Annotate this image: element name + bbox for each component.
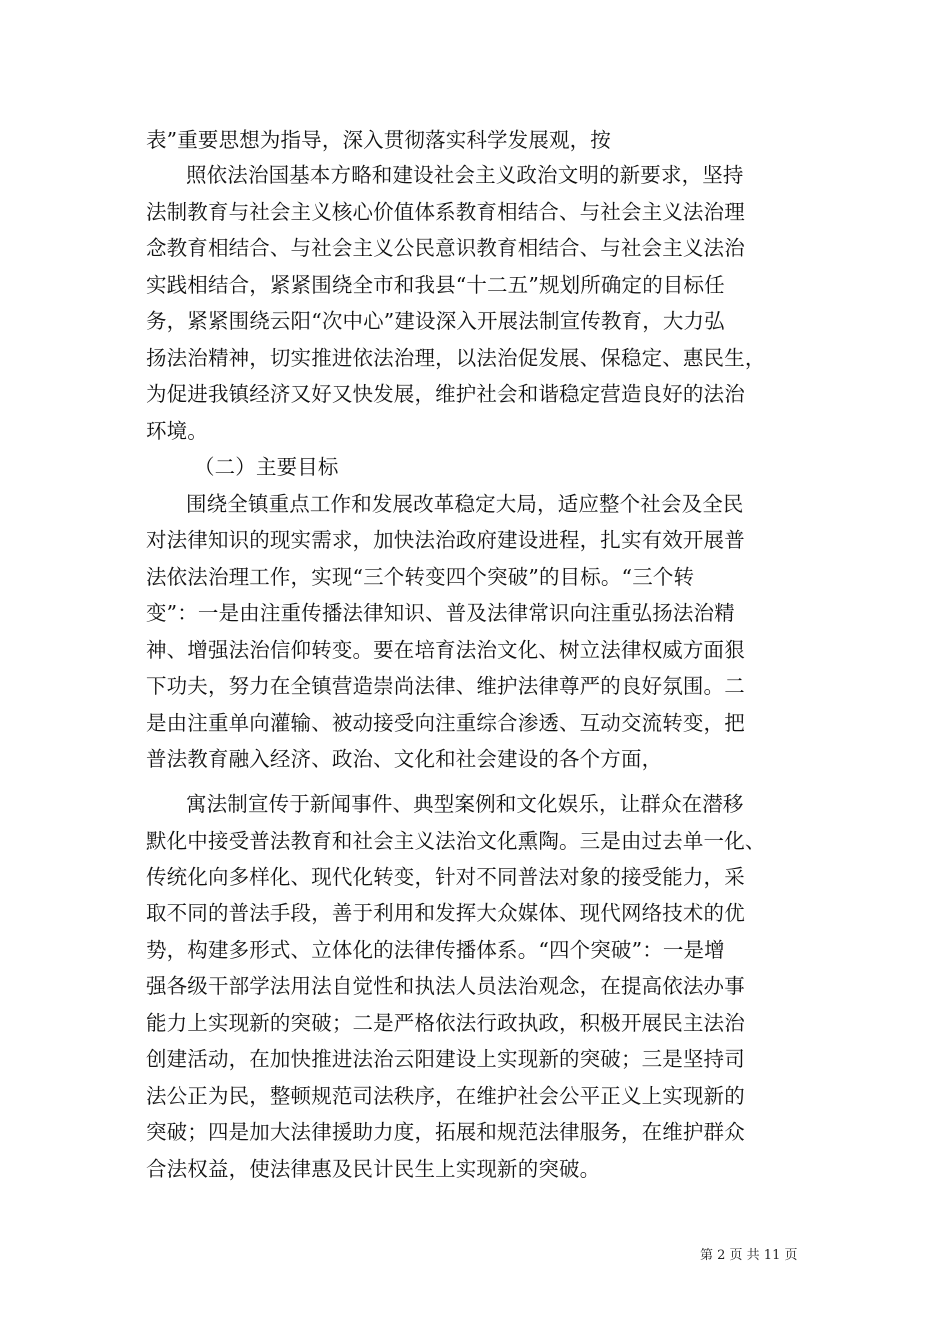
text-line: 表”重要思想为指导，深入贯彻落实科学发展观，按 bbox=[146, 128, 611, 152]
text-line: 下功夫，努力在全镇营造崇尚法律、维护法律尊严的良好氛围。二 bbox=[146, 674, 745, 698]
text-line: 寓法制宣传于新闻事件、典型案例和文化娱乐，让群众在潜移 bbox=[186, 792, 744, 816]
text-line: 能力上实现新的突破；二是严格依法行政执政，积极开展民主法治 bbox=[146, 1011, 745, 1035]
text-line: 念教育相结合、与社会主义公民意识教育相结合、与社会主义法治 bbox=[146, 236, 745, 260]
text-line: 突破；四是加大法律援助力度，拓展和规范法律服务，在维护群众 bbox=[146, 1120, 745, 1144]
page-number: 第 2 页 共 11 页 bbox=[700, 1248, 798, 1263]
text-line: 为促进我镇经济又好又快发展，维护社会和谐稳定营造良好的法治 bbox=[146, 382, 745, 406]
text-line: 取不同的普法手段，善于利用和发挥大众媒体、现代网络技术的优 bbox=[146, 901, 745, 925]
text-line: 势，构建多形式、立体化的法律传播体系。“四个突破”：一是增 bbox=[146, 938, 725, 962]
text-line: 神、增强法治信仰转变。要在培育法治文化、树立法律权威方面狠 bbox=[146, 638, 745, 662]
text-line: 变”：一是由注重传播法律知识、普及法律常识向注重弘扬法治精 bbox=[146, 601, 735, 625]
text-line: 法制教育与社会主义核心价值体系教育相结合、与社会主义法治理 bbox=[146, 200, 745, 224]
text-line: 扬法治精神，切实推进依法治理，以法治促发展、保稳定、惠民生， bbox=[146, 346, 766, 370]
text-line: 对法律知识的现实需求，加快法治政府建设进程，扎实有效开展普 bbox=[146, 528, 745, 552]
text-line: 实践相结合，紧紧围绕全市和我县“十二五”规划所确定的目标任 bbox=[146, 273, 725, 297]
text-line: 创建活动，在加快推进法治云阳建设上实现新的突破；三是坚持司 bbox=[146, 1047, 745, 1071]
text-line: 照依法治国基本方略和建设社会主义政治文明的新要求，坚持 bbox=[186, 163, 744, 187]
text-line: 法依法治理工作，实现“三个转变四个突破”的目标。“三个转 bbox=[146, 565, 695, 589]
section-heading: （二）主要目标 bbox=[194, 455, 339, 479]
text-line: 合法权益，使法律惠及民计民生上实现新的突破。 bbox=[146, 1157, 601, 1181]
text-line: 务，紧紧围绕云阳“次中心”建设深入开展法制宣传教育，大力弘 bbox=[146, 309, 725, 333]
text-line: 传统化向多样化、现代化转变，针对不同普法对象的接受能力，采 bbox=[146, 865, 745, 889]
text-line: 强各级干部学法用法自觉性和执法人员法治观念，在提高依法办事 bbox=[146, 974, 745, 998]
text-line: 是由注重单向灌输、被动接受向注重综合渗透、互动交流转变，把 bbox=[146, 711, 745, 735]
text-line: 普法教育融入经济、政治、文化和社会建设的各个方面， bbox=[146, 747, 663, 771]
text-line: 法公正为民，整顿规范司法秩序，在维护社会公平正义上实现新的 bbox=[146, 1084, 745, 1108]
text-line: 默化中接受普法教育和社会主义法治文化熏陶。三是由过去单一化、 bbox=[146, 829, 766, 853]
text-line: 围绕全镇重点工作和发展改革稳定大局，适应整个社会及全民 bbox=[186, 492, 744, 516]
text-line: 环境。 bbox=[146, 419, 208, 443]
